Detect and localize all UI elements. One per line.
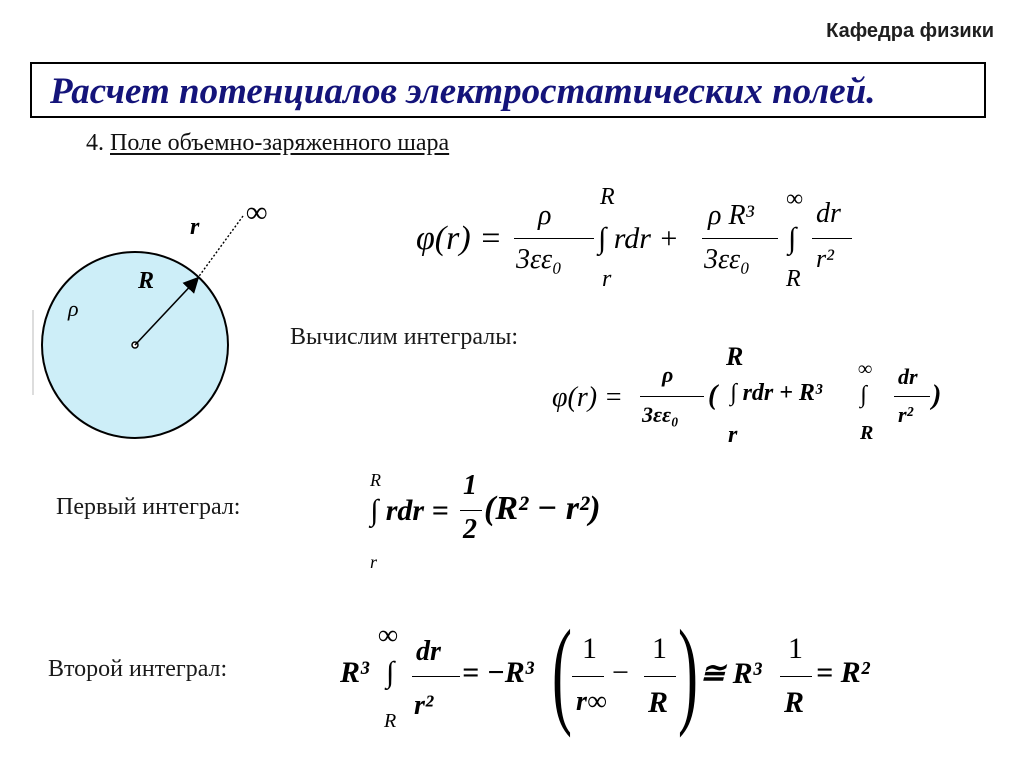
formula1-int1-lower: r: [602, 266, 612, 292]
formula3-upper: R: [370, 470, 381, 490]
department-label: Кафедра физики: [826, 20, 994, 42]
formula4-frac3-den: R: [784, 686, 805, 719]
formula2-lhs: φ(r) =: [552, 382, 623, 413]
formula1-bar2: [702, 238, 778, 239]
formula4-bar4: [780, 676, 812, 677]
formula4-approx: ≅ R³: [700, 657, 762, 690]
extension-line: [197, 216, 243, 279]
formula4-bar1: [412, 676, 460, 677]
formula2-int2-upper: ∞: [858, 358, 873, 380]
formula4-minus: −: [612, 656, 629, 689]
formula2-open-paren: (: [708, 380, 718, 411]
formula1-int2-body: ∫: [788, 222, 797, 255]
radius-R-label: R: [138, 268, 155, 294]
formula2-int2-body: ∫: [860, 382, 867, 408]
formula3-lower: r: [370, 552, 378, 572]
formula4-lhs: R³: [340, 656, 370, 689]
formula4-int-body: ∫: [386, 656, 395, 689]
formula3-integral: ∫ rdr =: [370, 494, 449, 527]
formula1-bar1: [514, 238, 594, 239]
formula4-frac1-den: r∞: [576, 686, 607, 717]
formula4-int-upper: ∞: [378, 620, 398, 651]
formula3-bar: [460, 510, 482, 511]
formula2-int1-lower: r: [728, 422, 738, 448]
formula1-den1: 3εε₀: [516, 244, 562, 275]
formula1-den2: 3εε₀: [704, 244, 750, 275]
rho-label: ρ: [68, 296, 79, 321]
formula1-num1: ρ: [538, 200, 552, 231]
formula1-int1-body: ∫ rdr +: [598, 222, 679, 255]
section-subtitle: [86, 130, 449, 157]
formula1-bar3: [812, 238, 852, 239]
formula1-frac-den: r²: [816, 244, 834, 273]
formula2-num: ρ: [662, 362, 674, 387]
formula2-den: 3εε₀: [642, 402, 679, 427]
formula1-num2: ρ R³: [708, 200, 754, 231]
formula4-frac-num: dr: [416, 636, 441, 667]
formula4-bar3: [644, 676, 676, 677]
formula2-bar2: [894, 396, 930, 397]
formula4-int-lower: R: [384, 710, 397, 732]
formula1-frac-num: dr: [816, 198, 841, 229]
section-heading: Поле объемно-заряженного шара: [110, 130, 450, 156]
slide-title: Расчет потенциалов электростатических полей.: [50, 71, 876, 112]
formula4-frac2-den: R: [648, 686, 669, 719]
formula2-bar1: [640, 396, 704, 397]
formula4-bar2: [572, 676, 604, 677]
distance-r-label: r: [190, 214, 200, 240]
formula3-paren-expr: (R² − r²): [484, 490, 601, 527]
first-integral-label: Первый интеграл:: [56, 494, 241, 520]
formula4-frac2-num: 1: [652, 632, 667, 665]
formula1-int2-upper: ∞: [786, 186, 804, 212]
formula1-lhs: φ(r) =: [416, 220, 503, 257]
formula4-frac1-num: 1: [582, 632, 597, 665]
formula1-int1-upper: R: [600, 184, 615, 210]
formula2-int1-upper: R: [726, 342, 744, 371]
big-paren-open: (: [552, 605, 572, 738]
formula4-result: = R²: [816, 656, 870, 689]
formula1-int2-lower: R: [786, 266, 801, 292]
formula2-int1-body: ∫ rdr + R³: [730, 380, 823, 406]
formula3-frac-num: 1: [463, 470, 477, 501]
section-number: 4.: [86, 130, 104, 156]
formula3-frac-den: 2: [463, 514, 477, 545]
formula4-mid: = −R³: [462, 656, 534, 689]
formula2-frac-den: r²: [898, 402, 914, 427]
formula2-int2-lower: R: [860, 422, 874, 444]
formula2-frac-num: dr: [898, 364, 918, 389]
compute-label: Вычислим интегралы:: [290, 324, 519, 350]
second-integral-label: Второй интеграл:: [48, 656, 228, 682]
formula4-frac-den: r²: [414, 690, 434, 721]
formula2-close-paren: ): [932, 380, 942, 411]
infinity-label: ∞: [246, 196, 268, 229]
big-paren-close: ): [678, 605, 698, 738]
formula4-frac3-num: 1: [788, 632, 803, 665]
